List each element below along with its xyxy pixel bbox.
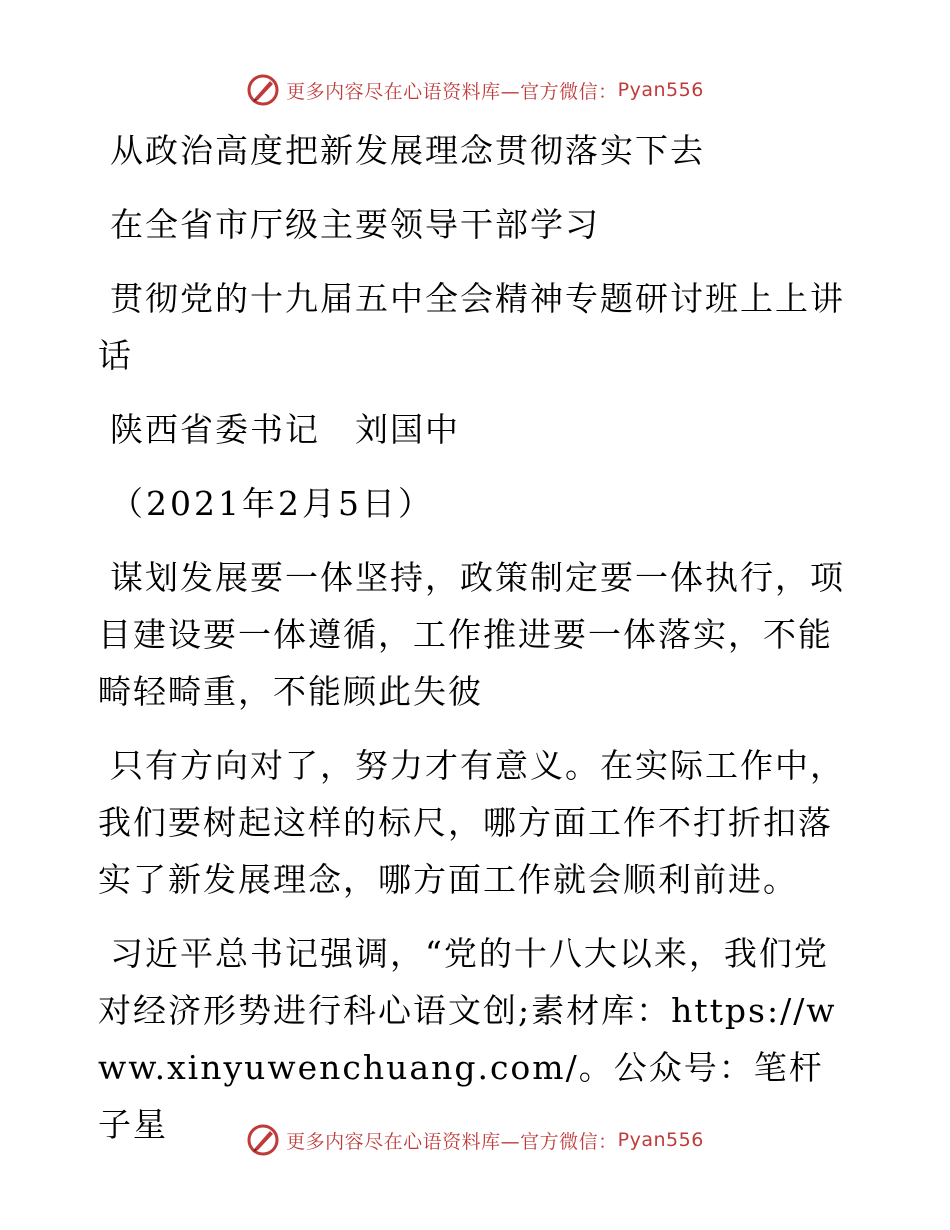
banner-text: 更多内容尽在心语资料库—官方微信： xyxy=(286,1130,618,1153)
body-paragraph: 谋划发展要一体坚持，政策制定要一体执行，项目建设要一体遵循，工作推进要一体落实，不能畸轻畸重，不能顾此失彼 xyxy=(98,558,845,711)
pen-quill-logo-icon xyxy=(246,1123,280,1157)
document-title: 从政治高度把新发展理念贯彻落实下去 xyxy=(110,131,705,170)
document-body xyxy=(98,122,858,1170)
pen-quill-logo-icon xyxy=(246,73,280,107)
banner-text: 更多内容尽在心语资料库—官方微信： xyxy=(286,80,618,103)
banner-wechat-id: Pyan556 xyxy=(617,1129,704,1151)
body-paragraph: 习近平总书记强调，“党的十八大以来，我们党对经济形势进行科心语文创;素材库：https://www.xinyuwenchuang.com/。公众号：笔杆子星 xyxy=(98,934,837,1144)
header-watermark-banner xyxy=(0,70,950,110)
body-paragraph: 只有方向对了，努力才有意义。在实际工作中，我们要树起这样的标尺，哪方面工作不打折扣落实了新发展理念，哪方面工作就会顺利前进。 xyxy=(98,746,845,899)
document-author: 陕西省委书记 刘国中 xyxy=(110,410,460,449)
banner-wechat-id: Pyan556 xyxy=(617,79,704,101)
document-subtitle-line-2: 贯彻党的十九届五中全会精神专题研讨班上上讲话 xyxy=(98,279,845,375)
document-subtitle-line-1: 在全省市厅级主要领导干部学习 xyxy=(110,205,600,244)
document-date: （2021年2月5日） xyxy=(110,484,434,523)
footer-watermark-banner xyxy=(0,1120,950,1160)
